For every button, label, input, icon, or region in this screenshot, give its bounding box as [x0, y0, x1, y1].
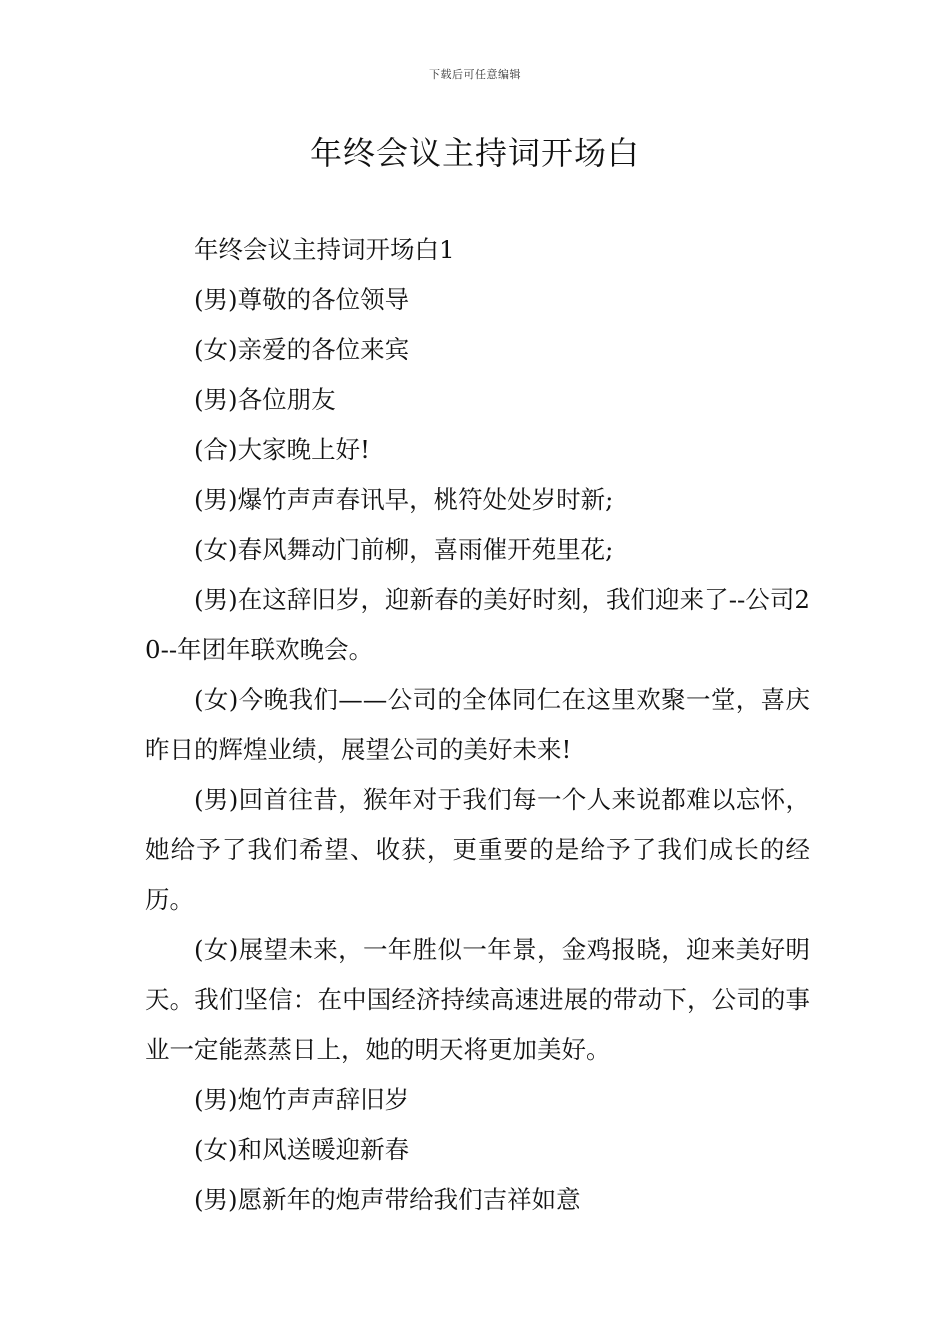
paragraph: (男)在这辞旧岁，迎新春的美好时刻，我们迎来了--公司20--年团年联欢晚会。 [145, 585, 810, 664]
paragraph: (男)回首往昔，猴年对于我们每一个人来说都难以忘怀，她给予了我们希望、收获，更重要的是给予了我们成长的经历。 [145, 785, 810, 914]
paragraph: (男)各位朋友 [194, 385, 336, 414]
paragraph: (合)大家晚上好! [194, 435, 370, 464]
paragraph: (男)爆竹声声春讯早，桃符处处岁时新; [194, 485, 614, 514]
paragraph: (男)炮竹声声辞旧岁 [194, 1085, 410, 1114]
paragraph: (男)尊敬的各位领导 [194, 285, 410, 314]
paragraph: (男)愿新年的炮声带给我们吉祥如意 [194, 1185, 581, 1214]
header-note: 下载后可任意编辑 [429, 68, 521, 81]
paragraph: (女)亲爱的各位来宾 [194, 335, 410, 364]
paragraph: (女)今晚我们——公司的全体同仁在这里欢聚一堂，喜庆昨日的辉煌业绩，展望公司的美好未来! [145, 685, 810, 764]
document-body [145, 225, 810, 1225]
paragraph: (女)和风送暖迎新春 [194, 1135, 410, 1164]
document-title: 年终会议主持词开场白 [309, 134, 640, 172]
paragraph: (女)展望未来，一年胜似一年景，金鸡报晓，迎来美好明天。我们坚信：在中国经济持续高速进展的带动下，公司的事业一定能蒸蒸日上，她的明天将更加美好。 [145, 935, 810, 1064]
paragraph: (女)春风舞动门前柳，喜雨催开苑里花; [194, 535, 614, 564]
paragraph-heading: 年终会议主持词开场白1 [194, 235, 455, 264]
